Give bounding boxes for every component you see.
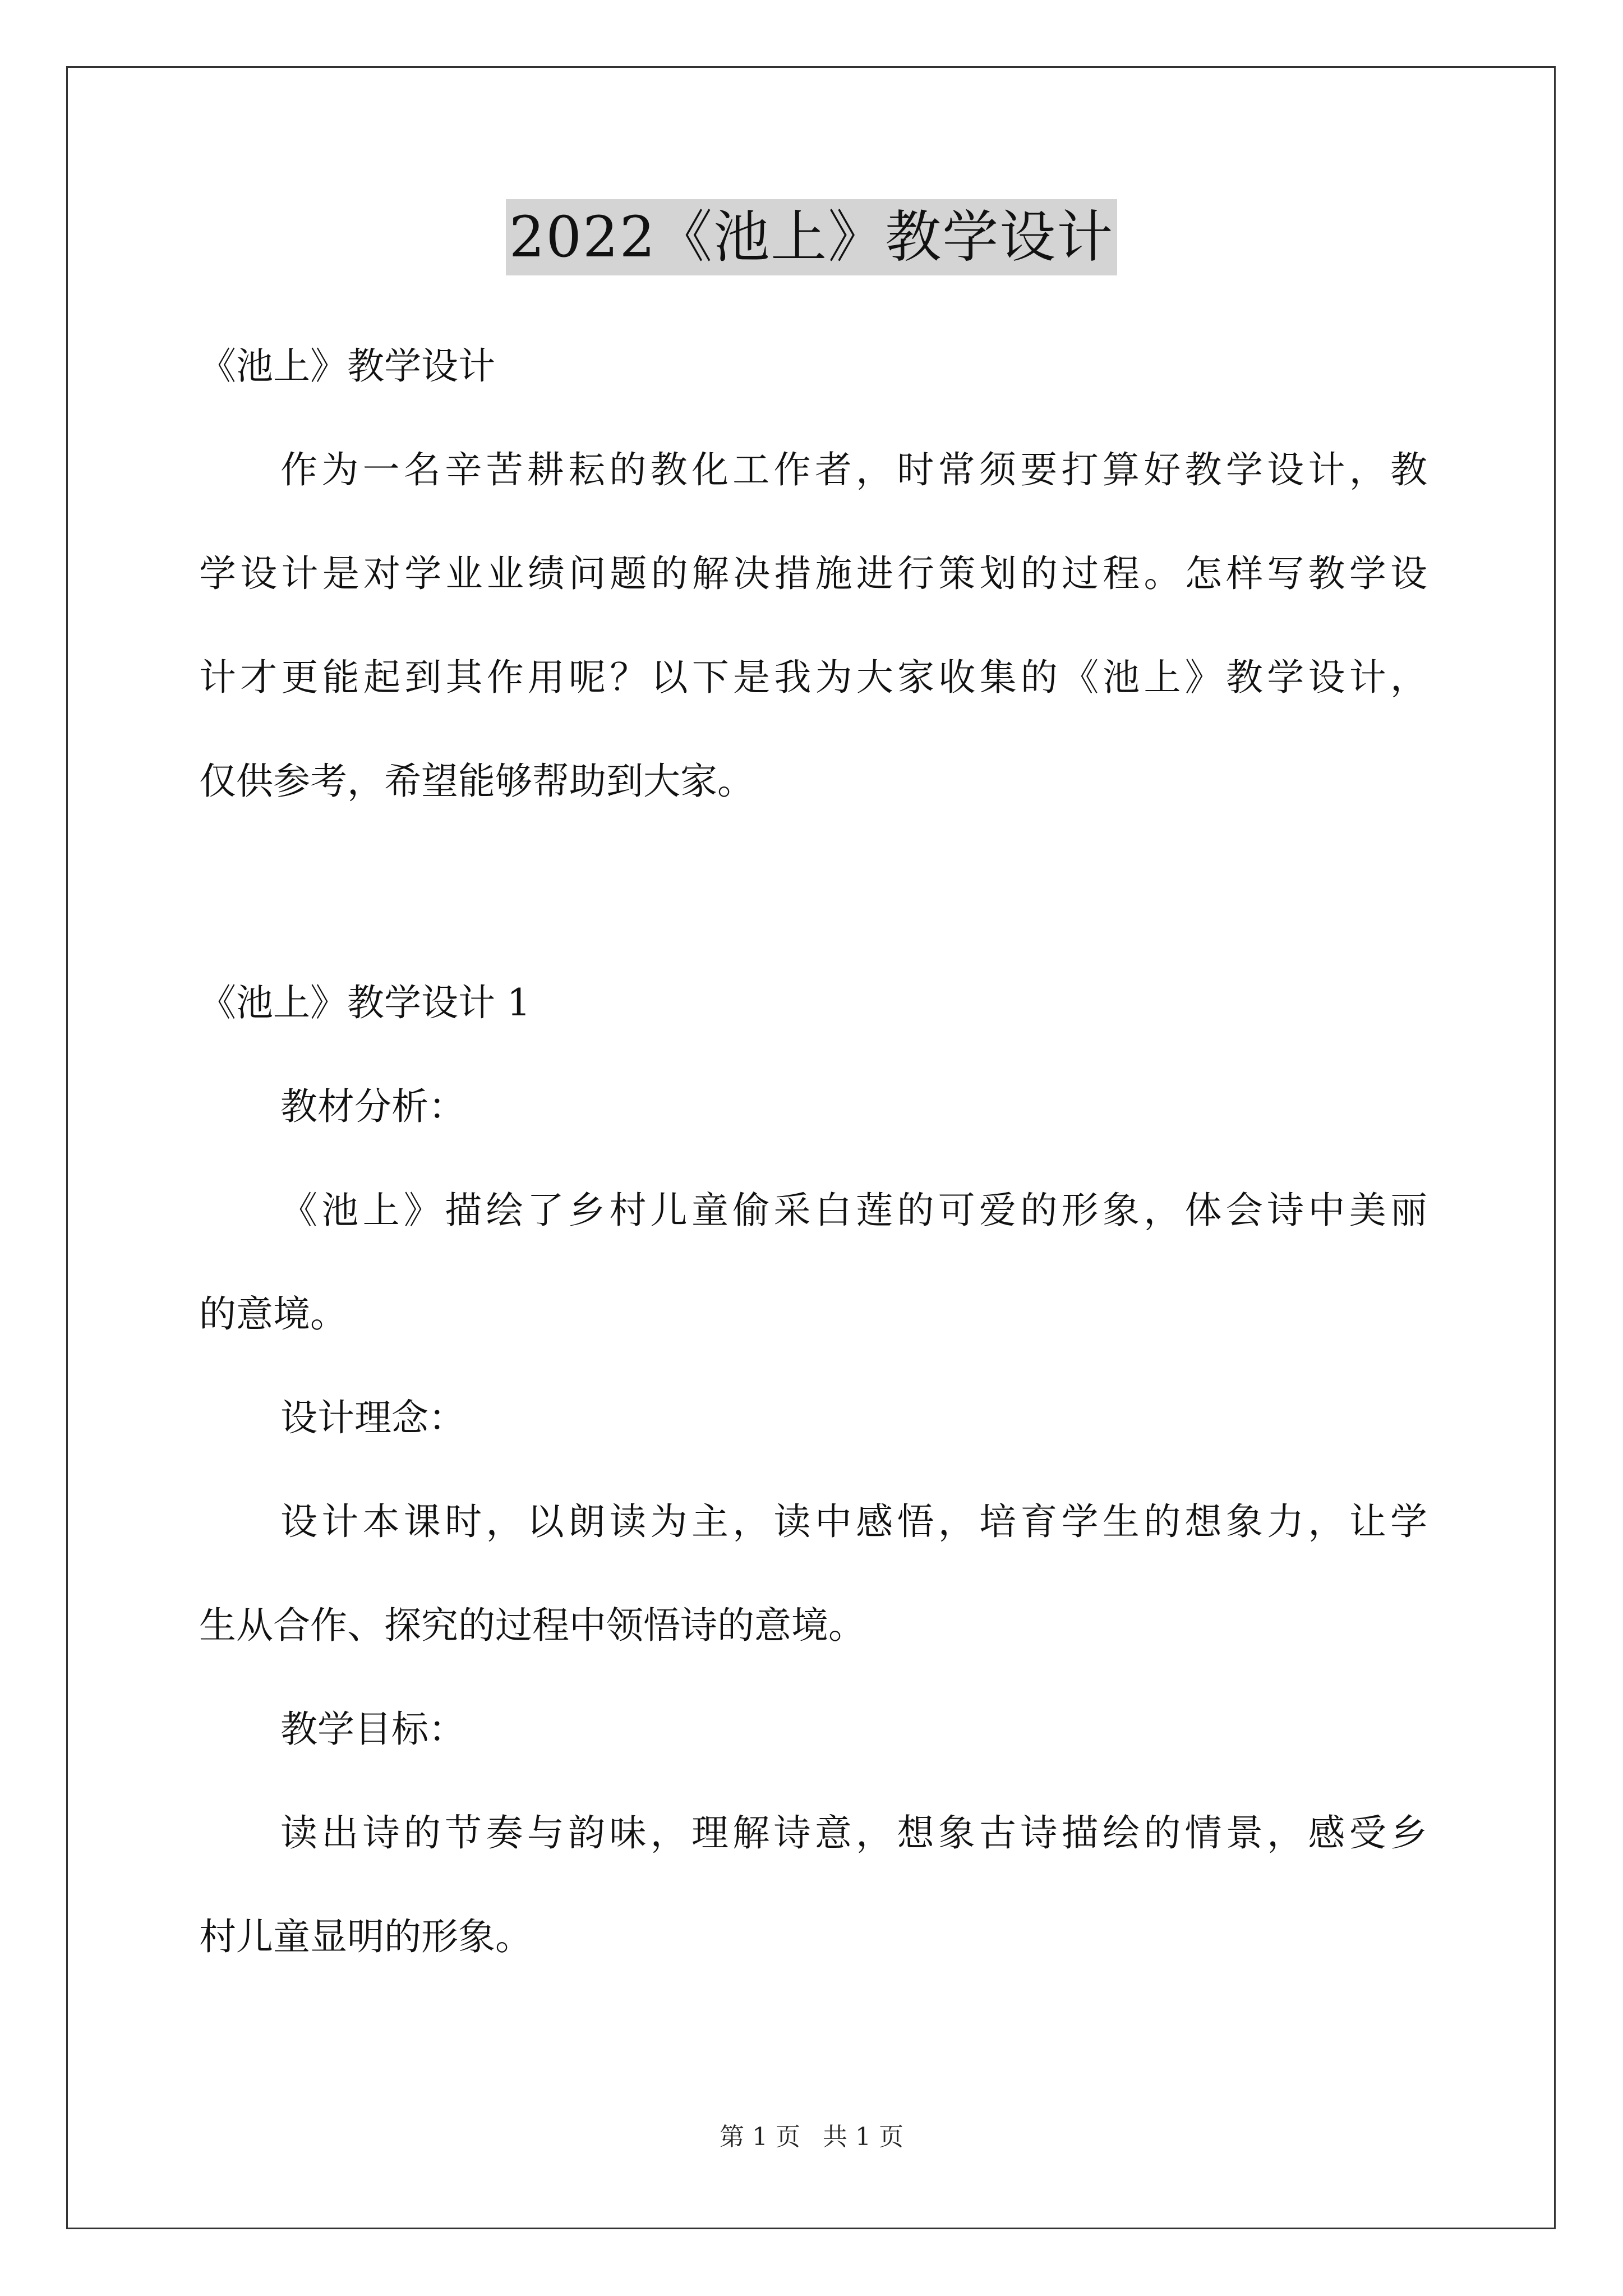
page-total: 共 1 页 [823,2123,903,2151]
paragraph-line: 村儿童显明的形象。 [199,1915,532,1958]
paragraph-line: 作为一名辛苦耕耘的教化工作者，时常须要打算好教学设计，教 [280,448,1427,491]
paragraph-line: 的意境。 [199,1292,347,1336]
paragraph-line: 读出诗的节奏与韵味，理解诗意，想象古诗描绘的情景，感受乡 [280,1811,1427,1855]
page-footer [0,2120,1623,2154]
subheading: 设计理念： [280,1396,465,1439]
paragraph-line: 学设计是对学业业绩问题的解决措施进行策划的过程。怎样写教学设 [199,552,1427,595]
subheading: 教学目标： [280,1708,465,1751]
paragraph-line: 生从合作、探究的过程中领悟诗的意境。 [199,1604,865,1647]
document-body [199,314,1427,1989]
paragraph-line: 仅供参考，希望能够帮助到大家。 [199,760,754,803]
title-container [0,199,1623,275]
paragraph-gap [199,833,1427,951]
paragraph-line: 计才更能起到其作用呢？以下是我为大家收集的《池上》教学设计， [199,656,1427,699]
section-heading: 《池上》教学设计 1 [199,981,531,1024]
paragraph-line: 《池上》描绘了乡村儿童偷采白莲的可爱的形象，体会诗中美丽 [280,1189,1427,1232]
document-title: 2022《池上》教学设计 [506,199,1118,275]
page-number: 第 1 页 [720,2123,800,2151]
subheading: 教材分析： [280,1085,465,1128]
section-heading: 《池上》教学设计 [199,344,495,388]
paragraph-line: 设计本课时，以朗读为主，读中感悟，培育学生的想象力，让学 [280,1500,1427,1543]
